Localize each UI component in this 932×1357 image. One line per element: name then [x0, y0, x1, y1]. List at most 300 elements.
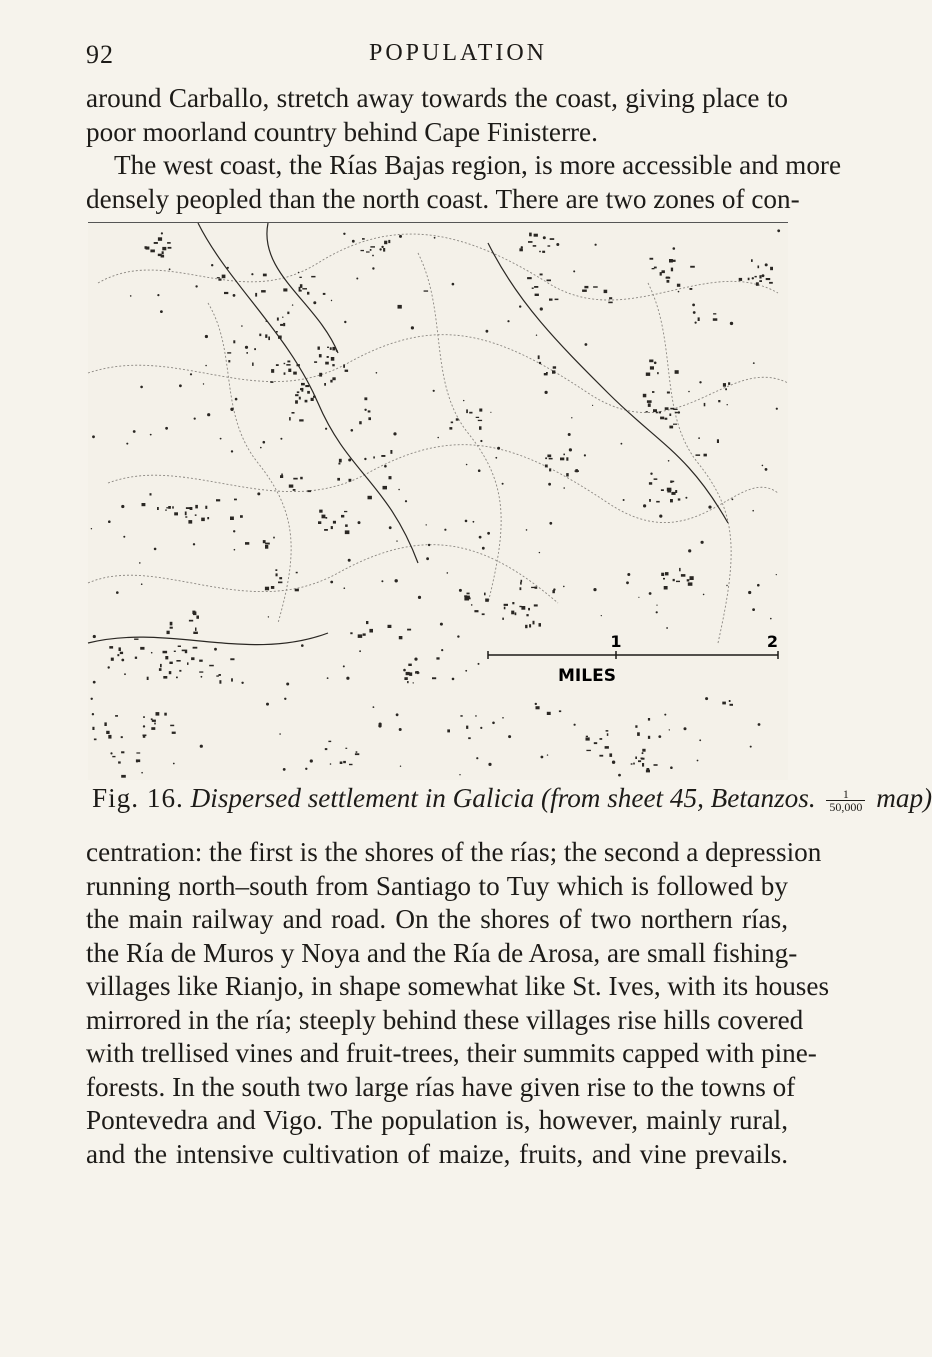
settlement-dot: [466, 464, 468, 466]
settlement-dot: [520, 587, 522, 590]
settlement-dot: [366, 251, 370, 252]
settlement-dot: [452, 678, 455, 681]
settlement-dot: [666, 627, 668, 629]
settlement-dot: [348, 559, 351, 562]
settlement-dot: [432, 677, 436, 679]
settlement-dot: [407, 681, 409, 683]
settlement-dot: [326, 517, 328, 519]
settlement-dot: [338, 463, 340, 465]
settlement-dot: [436, 657, 439, 659]
settlement-dot: [414, 658, 417, 661]
settlement-dot: [186, 507, 190, 509]
settlement-dot: [150, 250, 155, 253]
settlement-dot: [356, 278, 358, 280]
settlement-dot: [471, 604, 473, 606]
settlement-dot: [283, 323, 285, 326]
settlement-dot: [189, 620, 193, 622]
settlement-dot: [553, 588, 555, 590]
settlement-dot: [193, 647, 198, 649]
settlement-dot: [545, 457, 547, 459]
settlement-dot: [661, 573, 664, 576]
settlement-dot: [648, 403, 651, 407]
settlement-dot: [252, 363, 254, 366]
settlement-dot: [235, 398, 238, 401]
settlement-dot: [259, 334, 261, 337]
settlement-dot: [669, 426, 673, 429]
settlement-dot: [159, 668, 162, 671]
settlement-dot: [542, 251, 545, 253]
settlement-dot: [209, 665, 214, 667]
settlement-dot: [255, 293, 257, 297]
settlement-dot: [176, 677, 178, 679]
settlement-dot: [593, 588, 596, 591]
settlement-dot: [176, 660, 180, 662]
settlement-dot: [641, 758, 643, 760]
settlement-dot: [770, 618, 772, 620]
settlement-dot: [679, 568, 681, 571]
settlement-dot: [433, 390, 435, 392]
settlement-dot: [278, 336, 282, 339]
settlement-dot: [296, 572, 298, 574]
settlement-dot: [142, 503, 146, 506]
settlement-dot: [343, 233, 345, 235]
settlement-dot: [265, 545, 268, 549]
text-line: the Ría de Muros y Noya and the Ría de Arosa, are small fishing-: [86, 937, 798, 968]
settlement-dot: [547, 754, 548, 755]
settlement-dot: [349, 764, 353, 765]
settlement-dot: [490, 412, 491, 413]
settlement-dot: [325, 748, 328, 750]
settlement-dot: [191, 657, 194, 660]
settlement-dot: [586, 750, 591, 751]
settlement-dot: [300, 477, 303, 480]
settlement-dot: [569, 448, 572, 451]
settlement-dot: [266, 703, 269, 706]
settlement-dot: [140, 647, 144, 650]
settlement-dot: [521, 606, 525, 610]
settlement-dot: [582, 290, 587, 292]
settlement-dot: [91, 698, 93, 700]
settlement-dot: [381, 455, 385, 457]
settlement-dot: [364, 397, 367, 400]
settlement-dot: [670, 766, 673, 769]
settlement-dot: [451, 422, 453, 424]
settlement-dot: [755, 276, 757, 278]
settlement-dot: [381, 580, 383, 582]
settlement-dot: [665, 418, 668, 420]
settlement-dot: [246, 352, 248, 354]
settlement-dot: [647, 400, 652, 403]
settlement-dot: [563, 454, 565, 456]
settlement-dot: [265, 334, 267, 338]
settlement-dot: [609, 753, 612, 757]
settlement-dot: [268, 616, 269, 617]
settlement-dot: [534, 604, 538, 606]
settlement-dot: [151, 727, 155, 730]
settlement-dot: [549, 299, 553, 301]
settlement-dot: [618, 774, 621, 777]
settlement-dot: [502, 483, 504, 485]
settlement-dot: [234, 549, 236, 551]
settlement-dot: [151, 652, 153, 654]
settlement-dot: [369, 629, 373, 633]
settlement-dot: [297, 391, 300, 393]
settlement-dot: [295, 589, 299, 592]
settlement-dot: [271, 369, 274, 373]
text-line: around Carballo, stretch away towards the coast, giving place to: [86, 83, 788, 113]
settlement-dot: [697, 760, 699, 762]
settlement-dot: [395, 579, 398, 582]
settlement-dot: [286, 364, 290, 366]
settlement-dot: [762, 274, 765, 277]
settlement-dot: [228, 360, 230, 362]
settlement-dot: [278, 582, 282, 584]
settlement-dot: [703, 594, 705, 596]
settlement-dot: [313, 301, 316, 304]
page-number: 92: [86, 40, 114, 69]
settlement-dot: [594, 742, 597, 744]
settlement-dot: [368, 417, 371, 420]
settlement-dot: [766, 278, 771, 280]
settlement-dot: [426, 524, 427, 525]
settlement-dot: [330, 347, 332, 350]
settlement-dot: [348, 459, 351, 462]
settlement-dot: [398, 305, 402, 309]
settlement-dot: [265, 543, 270, 545]
settlement-dot: [384, 241, 387, 245]
settlement-dot: [568, 433, 571, 436]
settlement-dot: [777, 229, 780, 232]
settlement-dot: [468, 597, 471, 599]
settlement-dot: [143, 716, 145, 718]
settlement-dot: [486, 330, 489, 333]
settlement-dot: [157, 294, 159, 296]
settlement-dot: [185, 516, 187, 517]
settlement-dot: [467, 593, 470, 595]
settlement-dot: [307, 292, 309, 295]
settlement-dot: [318, 521, 321, 524]
settlement-dot: [678, 498, 681, 500]
settlement-dot: [121, 505, 124, 508]
settlement-dot: [593, 286, 598, 287]
settlement-map-figure: [88, 222, 788, 780]
settlement-dot: [322, 515, 326, 519]
settlement-dot: [642, 752, 644, 754]
settlement-dot: [405, 500, 407, 502]
settlement-dot: [108, 520, 111, 523]
settlement-dot: [765, 263, 768, 266]
settlement-dot: [532, 288, 534, 289]
settlement-dot: [330, 763, 332, 765]
settlement-dot: [488, 763, 491, 766]
settlement-dot: [319, 510, 322, 513]
settlement-dot: [117, 654, 119, 656]
settlement-dot: [174, 512, 178, 515]
settlement-dot: [260, 447, 262, 449]
settlement-dot: [241, 325, 243, 327]
settlement-dot: [463, 400, 464, 401]
settlement-dot: [413, 682, 414, 683]
settlement-dot: [293, 478, 297, 480]
settlement-dot: [289, 417, 291, 420]
settlement-dot: [673, 424, 677, 425]
settlement-dot: [370, 249, 372, 251]
settlement-dot: [266, 321, 268, 322]
settlement-dot: [447, 572, 449, 574]
settlement-dot: [575, 470, 579, 472]
settlement-dot: [201, 518, 205, 522]
settlement-dot: [407, 629, 411, 631]
settlement-dot: [222, 275, 226, 279]
settlement-dot: [169, 268, 171, 270]
settlement-dot: [307, 391, 310, 394]
settlement-dot: [563, 586, 565, 588]
settlement-dot: [251, 273, 253, 275]
settlement-dot: [185, 512, 187, 516]
settlement-dot: [270, 381, 273, 383]
settlement-dot: [161, 232, 163, 234]
settlement-dot: [699, 381, 701, 383]
settlement-dot: [541, 756, 544, 759]
settlement-dot: [166, 507, 168, 508]
settlement-dot: [388, 240, 390, 243]
settlement-dot: [286, 683, 289, 686]
settlement-dot: [434, 237, 436, 239]
settlement-dot: [664, 714, 666, 716]
settlement-dot: [109, 646, 113, 649]
settlement-dot: [656, 605, 657, 606]
settlement-dot: [195, 514, 197, 516]
settlement-dot: [299, 397, 301, 400]
settlement-dot: [722, 702, 726, 705]
settlement-dot: [403, 669, 406, 672]
settlement-dot: [487, 532, 490, 535]
settlement-dot: [770, 267, 773, 270]
settlement-dot: [383, 486, 388, 490]
settlement-dot: [358, 634, 363, 638]
settlement-dot: [216, 675, 219, 676]
settlement-dot: [121, 736, 123, 738]
settlement-dot: [301, 644, 304, 647]
settlement-dot: [748, 591, 751, 594]
settlement-dot: [121, 751, 124, 753]
text-line: mirrored in the ría; steeply behind these villages rise hills covered: [86, 1004, 804, 1035]
settlement-dot: [605, 746, 609, 749]
settlement-dot: [666, 277, 671, 279]
settlement-dot: [399, 235, 402, 238]
settlement-dot: [292, 304, 293, 305]
settlement-dot: [91, 528, 92, 529]
settlement-dot: [261, 290, 266, 292]
settlement-dot: [762, 465, 764, 467]
settlement-dot: [758, 723, 761, 726]
settlement-dot: [233, 340, 235, 343]
settlement-dot: [289, 485, 294, 488]
settlement-dot: [476, 417, 479, 418]
scale-tick-label: 2: [766, 632, 778, 651]
settlement-dot: [485, 599, 489, 602]
settlement-dot: [729, 700, 731, 702]
settlement-dot: [167, 242, 171, 244]
settlement-dot: [170, 627, 173, 629]
settlement-dot: [120, 652, 123, 654]
settlement-dot: [233, 294, 236, 297]
running-head: POPULATION: [369, 40, 548, 66]
settlement-dot: [154, 548, 157, 551]
text-line: with trellised vines and fruit-trees, their summits capped with pine-: [86, 1038, 817, 1068]
settlement-dot: [475, 715, 477, 716]
settlement-dot: [623, 499, 625, 501]
settlement-dot: [693, 311, 696, 314]
settlement-dot: [752, 277, 754, 279]
settlement-dot: [163, 651, 168, 654]
settlement-dot: [776, 408, 778, 410]
settlement-dot: [307, 490, 311, 492]
settlement-dot: [653, 409, 657, 412]
settlement-dot: [158, 254, 162, 256]
settlement-dot: [687, 579, 690, 581]
settlement-dot: [528, 608, 530, 611]
settlement-dot: [460, 715, 462, 717]
settlement-dot: [607, 733, 609, 736]
settlement-dot: [302, 288, 307, 289]
settlement-dot: [759, 280, 762, 282]
settlement-dot: [169, 662, 172, 664]
settlement-dot: [331, 357, 335, 361]
settlement-dot: [539, 362, 541, 364]
settlement-dot: [512, 602, 514, 604]
settlement-dot: [135, 657, 137, 659]
settlement-dot: [652, 268, 655, 269]
settlement-dot: [696, 454, 701, 456]
settlement-dot: [179, 670, 181, 672]
settlement-dot: [273, 537, 275, 539]
settlement-dot: [753, 362, 755, 364]
settlement-dot: [141, 772, 143, 774]
text-line: forests. In the south two large rías have given rise to the towns of: [86, 1071, 796, 1102]
settlement-dot: [234, 499, 237, 501]
settlement-dot: [372, 255, 374, 257]
text-line: Pontevedra and Vigo. The population is, however, mainly rural,: [86, 1105, 788, 1135]
settlement-dot: [563, 487, 565, 489]
settlement-dot: [231, 450, 233, 452]
settlement-dot: [344, 321, 346, 323]
settlement-dot: [533, 621, 535, 625]
settlement-dot: [143, 725, 145, 727]
settlement-dot: [230, 658, 234, 660]
settlement-dot: [643, 394, 647, 398]
settlement-dot: [662, 270, 665, 273]
settlement-dot: [345, 748, 347, 749]
settlement-dot: [765, 468, 768, 471]
settlement-dot: [665, 572, 669, 575]
settlement-dot: [404, 677, 407, 680]
settlement-dot: [263, 274, 267, 277]
settlement-dot: [276, 573, 278, 576]
settlement-dot: [373, 706, 375, 708]
settlement-dot: [752, 608, 755, 611]
settlement-dot: [172, 506, 174, 508]
settlement-dot: [332, 364, 334, 366]
settlement-dot: [584, 286, 588, 288]
settlement-dot: [675, 412, 678, 414]
settlement-dot: [195, 285, 197, 287]
settlement-dot: [502, 618, 504, 620]
settlement-dot: [179, 384, 182, 387]
settlement-dot: [383, 248, 385, 252]
settlement-dot: [165, 427, 168, 430]
text-line: densely peopled than the north coast. There are two zones of con-: [86, 183, 800, 214]
settlement-dot: [648, 718, 650, 721]
settlement-dot: [482, 547, 485, 550]
settlement-dot: [649, 592, 652, 595]
caption-text-end: map): [876, 783, 932, 813]
settlement-dot: [311, 398, 314, 401]
settlement-dot: [368, 496, 372, 500]
settlement-dot: [526, 614, 528, 616]
settlement-dot: [751, 259, 753, 262]
settlement-dot: [559, 710, 561, 712]
settlement-dot: [93, 635, 96, 638]
settlement-dot: [400, 766, 401, 767]
settlement-dot: [359, 650, 361, 652]
settlement-dot: [344, 511, 347, 512]
settlement-dot: [547, 712, 551, 715]
settlement-dot: [635, 757, 637, 760]
settlement-dot: [584, 454, 586, 456]
settlement-dot: [115, 715, 118, 717]
settlement-dot: [508, 735, 511, 738]
settlement-dot: [389, 476, 392, 479]
settlement-dot: [504, 604, 508, 606]
settlement-dot: [540, 274, 543, 276]
settlement-dot: [673, 579, 675, 581]
settlement-dot: [627, 573, 630, 576]
settlement-dot: [373, 456, 375, 458]
settlement-dot: [227, 352, 231, 353]
settlement-dot: [649, 482, 652, 485]
settlement-dot: [298, 272, 299, 273]
settlement-dot: [352, 240, 355, 243]
settlement-dot: [205, 365, 207, 367]
settlement-dot: [134, 639, 138, 640]
settlement-dot: [92, 713, 94, 715]
settlement-dot: [656, 412, 658, 413]
settlement-dot: [449, 427, 452, 430]
settlement-dot: [647, 768, 650, 772]
settlement-dot: [529, 233, 532, 237]
settlement-dot: [233, 530, 235, 532]
settlement-dot: [437, 437, 439, 439]
map-background: [88, 223, 788, 780]
settlement-dot: [585, 343, 588, 346]
settlement-dot: [529, 624, 531, 627]
settlement-dot: [299, 277, 301, 278]
settlement-dot: [379, 723, 382, 726]
settlement-dot: [299, 419, 303, 421]
settlement-dot: [200, 745, 203, 748]
settlement-dot: [265, 587, 269, 591]
settlement-dot: [279, 577, 282, 579]
settlement-dot: [574, 724, 576, 726]
settlement-dot: [336, 350, 338, 352]
text-line: and the intensive cultivation of maize, fruits, and vine prevails.: [86, 1138, 788, 1169]
settlement-dot: [411, 326, 414, 329]
settlement-dot: [536, 706, 540, 709]
settlement-dot: [199, 660, 203, 662]
settlement-dot: [465, 670, 467, 672]
settlement-dot: [108, 666, 110, 668]
